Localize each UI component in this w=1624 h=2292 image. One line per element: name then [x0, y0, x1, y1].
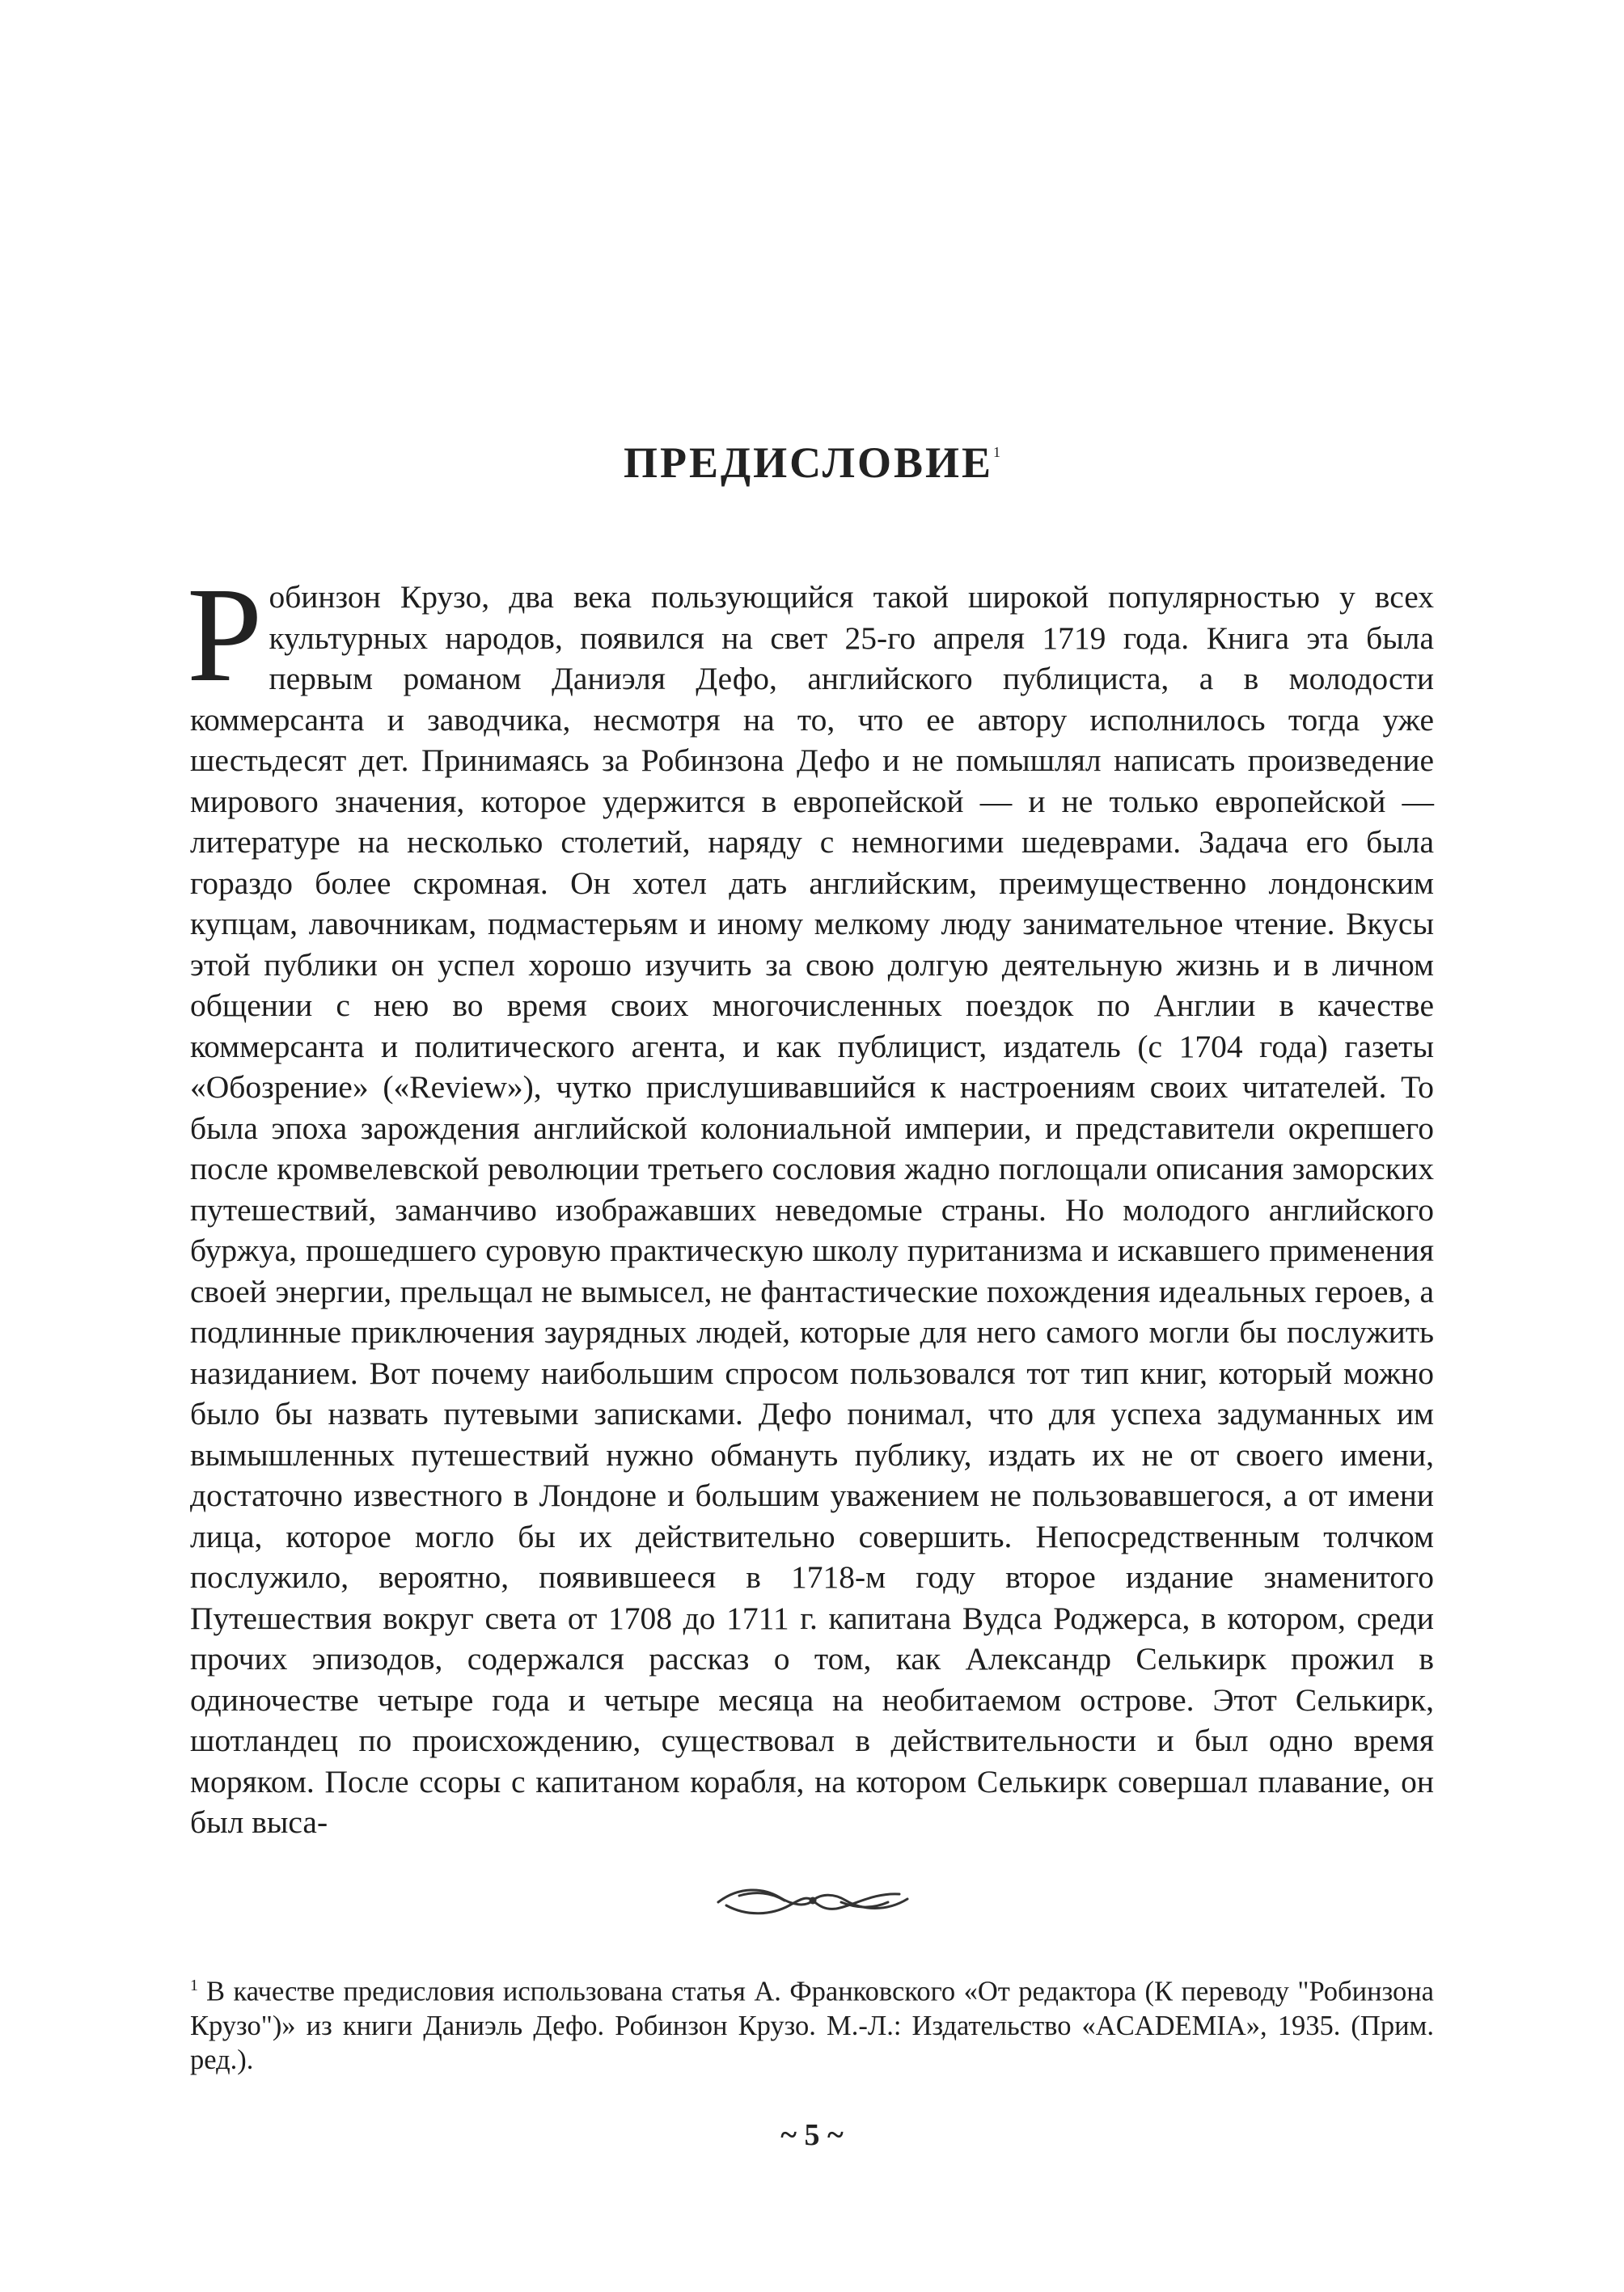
footnote-text: В качестве предисловия использована статья А. Франковского «От редактора (К переводу "Робинзона Крузо")» из книги Даниэль Дефо. Робинзон Крузо. М.-Л.: Издательство «ACADEMIA», 1935. (Прим. ред.).	[190, 1976, 1434, 2075]
footnote	[190, 1968, 1434, 2077]
body-paragraph	[187, 560, 1434, 1843]
page-title	[0, 438, 1624, 488]
footnote-mark: 1	[190, 1977, 198, 1994]
title-text: ПРЕДИСЛОВИЕ	[623, 438, 994, 488]
page-number: ~ 5 ~	[780, 2118, 844, 2152]
drop-cap: Р	[187, 560, 263, 710]
flourish-ornament-icon	[715, 1878, 911, 1923]
title-footnote-ref: 1	[993, 444, 1001, 461]
body-text: обинзон Крузо, два века пользующийся такой широкой популярностью у всех культурных народов, появился на свет 25-го апреля 1719 года. Книга эта была первым романом Даниэля Дефо, английского публициста, а в молодости коммерсанта и заводчика, несмотря на то, что ее автору исполнилось тогда уже шестьдесят дет. Принимаясь за Робинзона Дефо и не помышлял написать произведение мирового значения, которое удержится в европейской — и не только европейской — литературе на несколько столетий, наряду с немногими шедеврами. Задача его была гораздо более скромная. Он хотел дать английским, преимущественно лондонским купцам, лавочникам, подмастерьям и иному мелкому люду занимательное чтение. Вкусы этой публики он успел хорошо изучить за свою долгую деятельную жизнь и в личном общении с нею во время своих многочисленных поездок по Англии в качестве коммерсанта и политического агента, и как публицист, издатель (с 1704 года) газеты «Обозрение» («Review»), чутко прислушивавшийся к настроениям своих читателей. То была эпоха зарождения английской колониальной империи, и представители окрепшего после кромвелевской революции третьего сословия жадно поглощали описания заморских путешествий, заманчиво изображавших неведомые страны. Но молодого английского буржуа, прошедшего суровую практическую школу пуританизма и искавшего применения своей энергии, прельщал не вымысел, не фантастические похождения идеальных героев, а подлинные приключения заурядных людей, которые для него самого могли бы послужить назиданием. Вот почему наибольшим спросом пользовался тот тип книг, который можно было бы назвать путевыми записками. Дефо понимал, что для успеха задуманных им вымышленных путешествий нужно обмануть публику, издать их не от своего имени, достаточно известного в Лондоне и большим уважением не пользовавшегося, а от имени лица, которое могло бы их действительно совершить. Непосредственным толчком послужило, вероятно, появившееся в 1718-м году второе издание знаменитого Путешествия вокруг света от 1708 до 1711 г. капитана Вудса Роджерса, в котором, среди прочих эпизодов, содержался рассказ о том, как Александр Селькирк прожил в одиночестве четыре года и четыре месяца на необитаемом острове. Этот Селькирк, шотландец по происхождению, существовал в действительности и был одно время моряком. После ссоры с капитаном корабля, на котором Селькирк совершал плавание, он был выса-	[190, 579, 1434, 1840]
